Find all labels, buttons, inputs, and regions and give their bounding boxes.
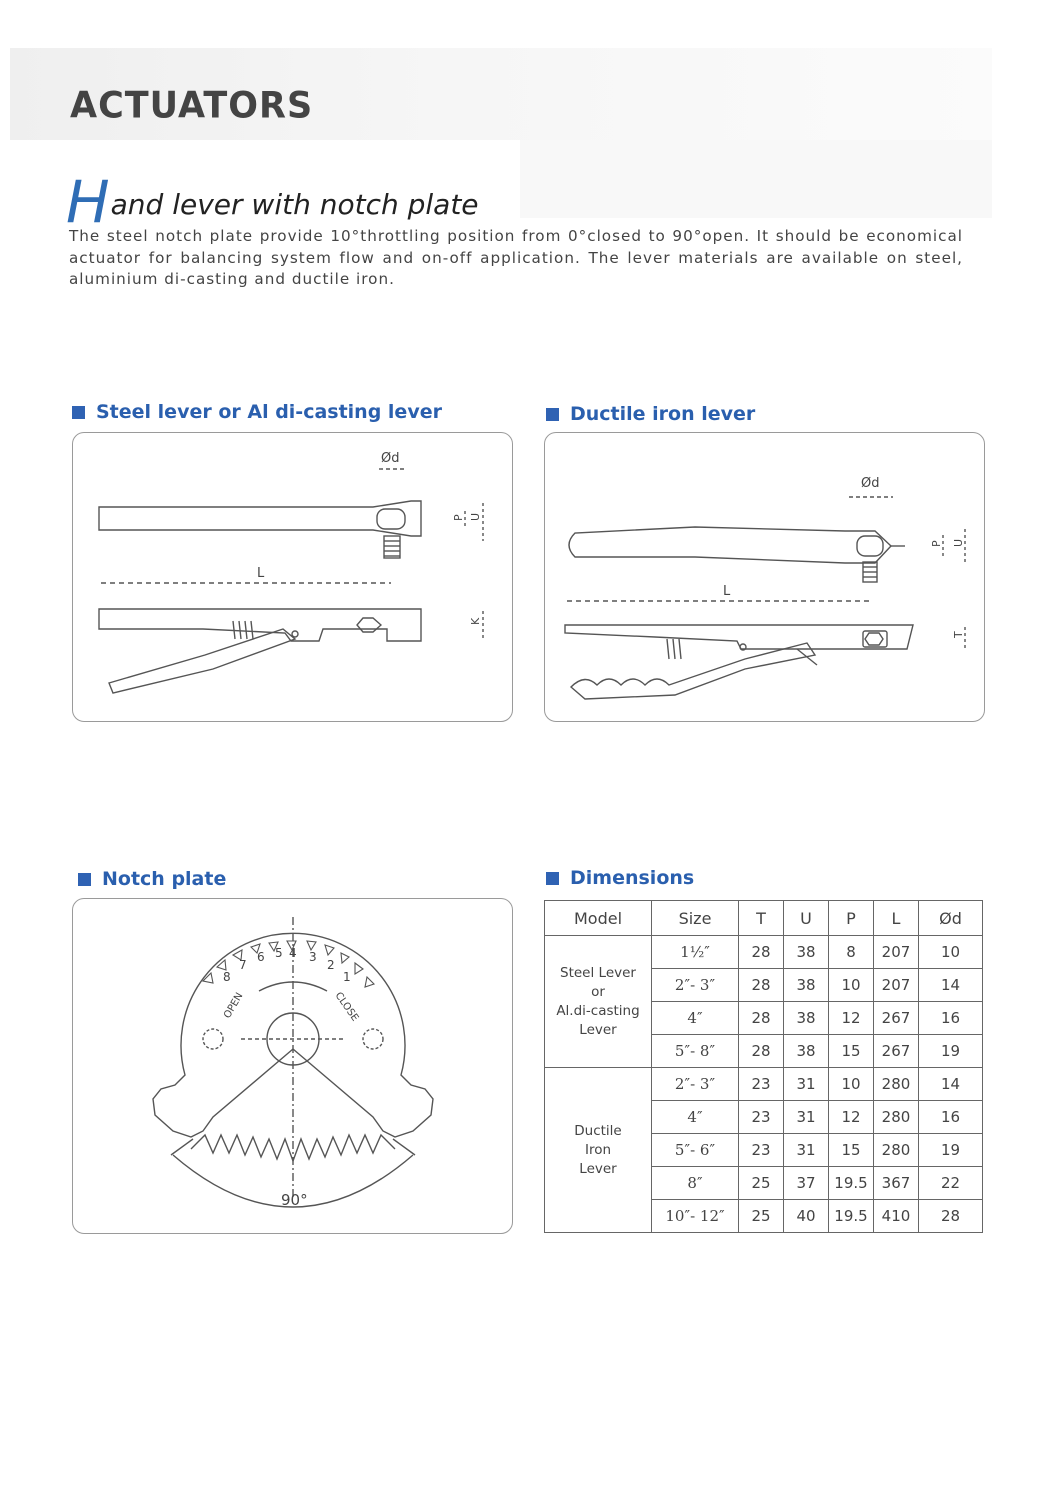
value-cell: 19	[919, 1134, 983, 1167]
value-cell: 207	[874, 936, 919, 969]
section-heading-notch-plate: Notch plate	[78, 868, 226, 890]
table-row	[545, 936, 983, 969]
value-cell: 267	[874, 1035, 919, 1068]
size-cell: 1½″	[652, 936, 739, 969]
bullet-square-icon	[546, 872, 559, 885]
close-label: CLOSE	[332, 990, 361, 1024]
value-cell: 280	[874, 1134, 919, 1167]
model-line: Iron	[584, 1141, 612, 1158]
value-cell: 28	[919, 1200, 983, 1233]
angle-label: 90°	[281, 1191, 308, 1209]
size-cell: 8″	[652, 1167, 739, 1200]
value-cell: 12	[829, 1002, 874, 1035]
bullet-square-icon	[546, 408, 559, 421]
value-cell: 38	[784, 969, 829, 1002]
value-cell: 12	[829, 1101, 874, 1134]
value-cell: 10	[919, 936, 983, 969]
value-cell: 22	[919, 1167, 983, 1200]
value-cell: 38	[784, 1002, 829, 1035]
model-line: Lever	[579, 1160, 617, 1177]
dim-label-l: L	[257, 566, 265, 581]
value-cell: 280	[874, 1101, 919, 1134]
model-line: or	[591, 983, 605, 1000]
header-t: T	[739, 901, 784, 936]
size-cell: 2″- 3″	[652, 969, 739, 1002]
value-cell: 28	[739, 969, 784, 1002]
page-title: ACTUATORS	[70, 85, 314, 127]
bullet-square-icon	[78, 873, 91, 886]
notch-number: 7	[239, 958, 247, 972]
value-cell: 19	[919, 1035, 983, 1068]
value-cell: 410	[874, 1200, 919, 1233]
value-cell: 267	[874, 1002, 919, 1035]
value-cell: 23	[739, 1134, 784, 1167]
ductile-lever-drawing	[544, 432, 985, 722]
steel-lever-drawing	[72, 432, 513, 722]
model-cell	[545, 1068, 652, 1233]
value-cell: 37	[784, 1167, 829, 1200]
value-cell: 23	[739, 1068, 784, 1101]
notch-number: 5	[275, 946, 283, 960]
value-cell: 19.5	[829, 1200, 874, 1233]
notch-number: 2	[327, 958, 335, 972]
value-cell: 207	[874, 969, 919, 1002]
notch-number: 3	[309, 950, 317, 964]
notch-plate-drawing	[72, 898, 513, 1234]
dim-label-k: K	[469, 617, 482, 625]
section-heading-ductile-lever: Ductile iron lever	[546, 403, 755, 425]
notch-number: 4	[289, 946, 297, 960]
header-model: Model	[545, 901, 652, 936]
value-cell: 31	[784, 1134, 829, 1167]
value-cell: 25	[739, 1200, 784, 1233]
value-cell: 8	[829, 936, 874, 969]
dim-label-p: P	[930, 540, 943, 547]
dim-label-l: L	[723, 584, 731, 599]
value-cell: 16	[919, 1002, 983, 1035]
value-cell: 14	[919, 969, 983, 1002]
subtitle-text: and lever with notch plate	[110, 188, 479, 221]
value-cell: 15	[829, 1134, 874, 1167]
model-line: Al.di-casting	[556, 1002, 640, 1019]
model-line: Ductile	[574, 1122, 622, 1139]
table-header-row	[545, 901, 983, 936]
value-cell: 15	[829, 1035, 874, 1068]
size-cell: 2″- 3″	[652, 1068, 739, 1101]
model-line: Lever	[579, 1021, 617, 1038]
header-p: P	[829, 901, 874, 936]
header-u: U	[784, 901, 829, 936]
value-cell: 23	[739, 1101, 784, 1134]
value-cell: 28	[739, 1035, 784, 1068]
size-cell: 5″- 6″	[652, 1134, 739, 1167]
value-cell: 25	[739, 1167, 784, 1200]
dim-label-u: U	[952, 538, 965, 547]
size-cell: 5″- 8″	[652, 1035, 739, 1068]
notch-number: 1	[343, 970, 351, 984]
notch-number: 8	[223, 970, 231, 984]
value-cell: 28	[739, 936, 784, 969]
section-heading-steel-lever: Steel lever or Al di-casting lever	[72, 401, 442, 423]
section-heading-dimensions: Dimensions	[546, 867, 694, 889]
header-size: Size	[652, 901, 739, 936]
value-cell: 40	[784, 1200, 829, 1233]
value-cell: 31	[784, 1068, 829, 1101]
value-cell: 16	[919, 1101, 983, 1134]
header-d: Ød	[919, 901, 983, 936]
size-cell: 10″- 12″	[652, 1200, 739, 1233]
value-cell: 367	[874, 1167, 919, 1200]
value-cell: 19.5	[829, 1167, 874, 1200]
header-l: L	[874, 901, 919, 936]
value-cell: 38	[784, 936, 829, 969]
value-cell: 10	[829, 1068, 874, 1101]
notch-number: 6	[257, 950, 265, 964]
bullet-square-icon	[72, 406, 85, 419]
dim-label-t: T	[952, 631, 965, 638]
banner-shade	[520, 140, 992, 218]
size-cell: 4″	[652, 1101, 739, 1134]
dim-label-u: U	[469, 512, 482, 521]
value-cell: 280	[874, 1068, 919, 1101]
value-cell: 10	[829, 969, 874, 1002]
value-cell: 31	[784, 1101, 829, 1134]
open-label: OPEN	[222, 991, 246, 1021]
size-cell: 4″	[652, 1002, 739, 1035]
value-cell: 38	[784, 1035, 829, 1068]
table-row	[545, 1068, 983, 1101]
value-cell: 28	[739, 1002, 784, 1035]
dim-label-d: Ød	[861, 476, 880, 491]
dimensions-table	[544, 900, 983, 1233]
intro-paragraph: The steel notch plate provide 10°throttling position from 0°closed to 90°open. It should be economical actuator for balancing system flow and on-off application. The lever materials are available on steel, aluminium di-casting and ductile iron.	[69, 227, 963, 288]
subtitle-initial: H	[66, 168, 110, 236]
value-cell: 14	[919, 1068, 983, 1101]
dim-label-d: Ød	[381, 451, 400, 466]
model-line: Steel Lever	[560, 964, 636, 981]
model-cell	[545, 936, 652, 1068]
dim-label-p: P	[452, 514, 465, 521]
